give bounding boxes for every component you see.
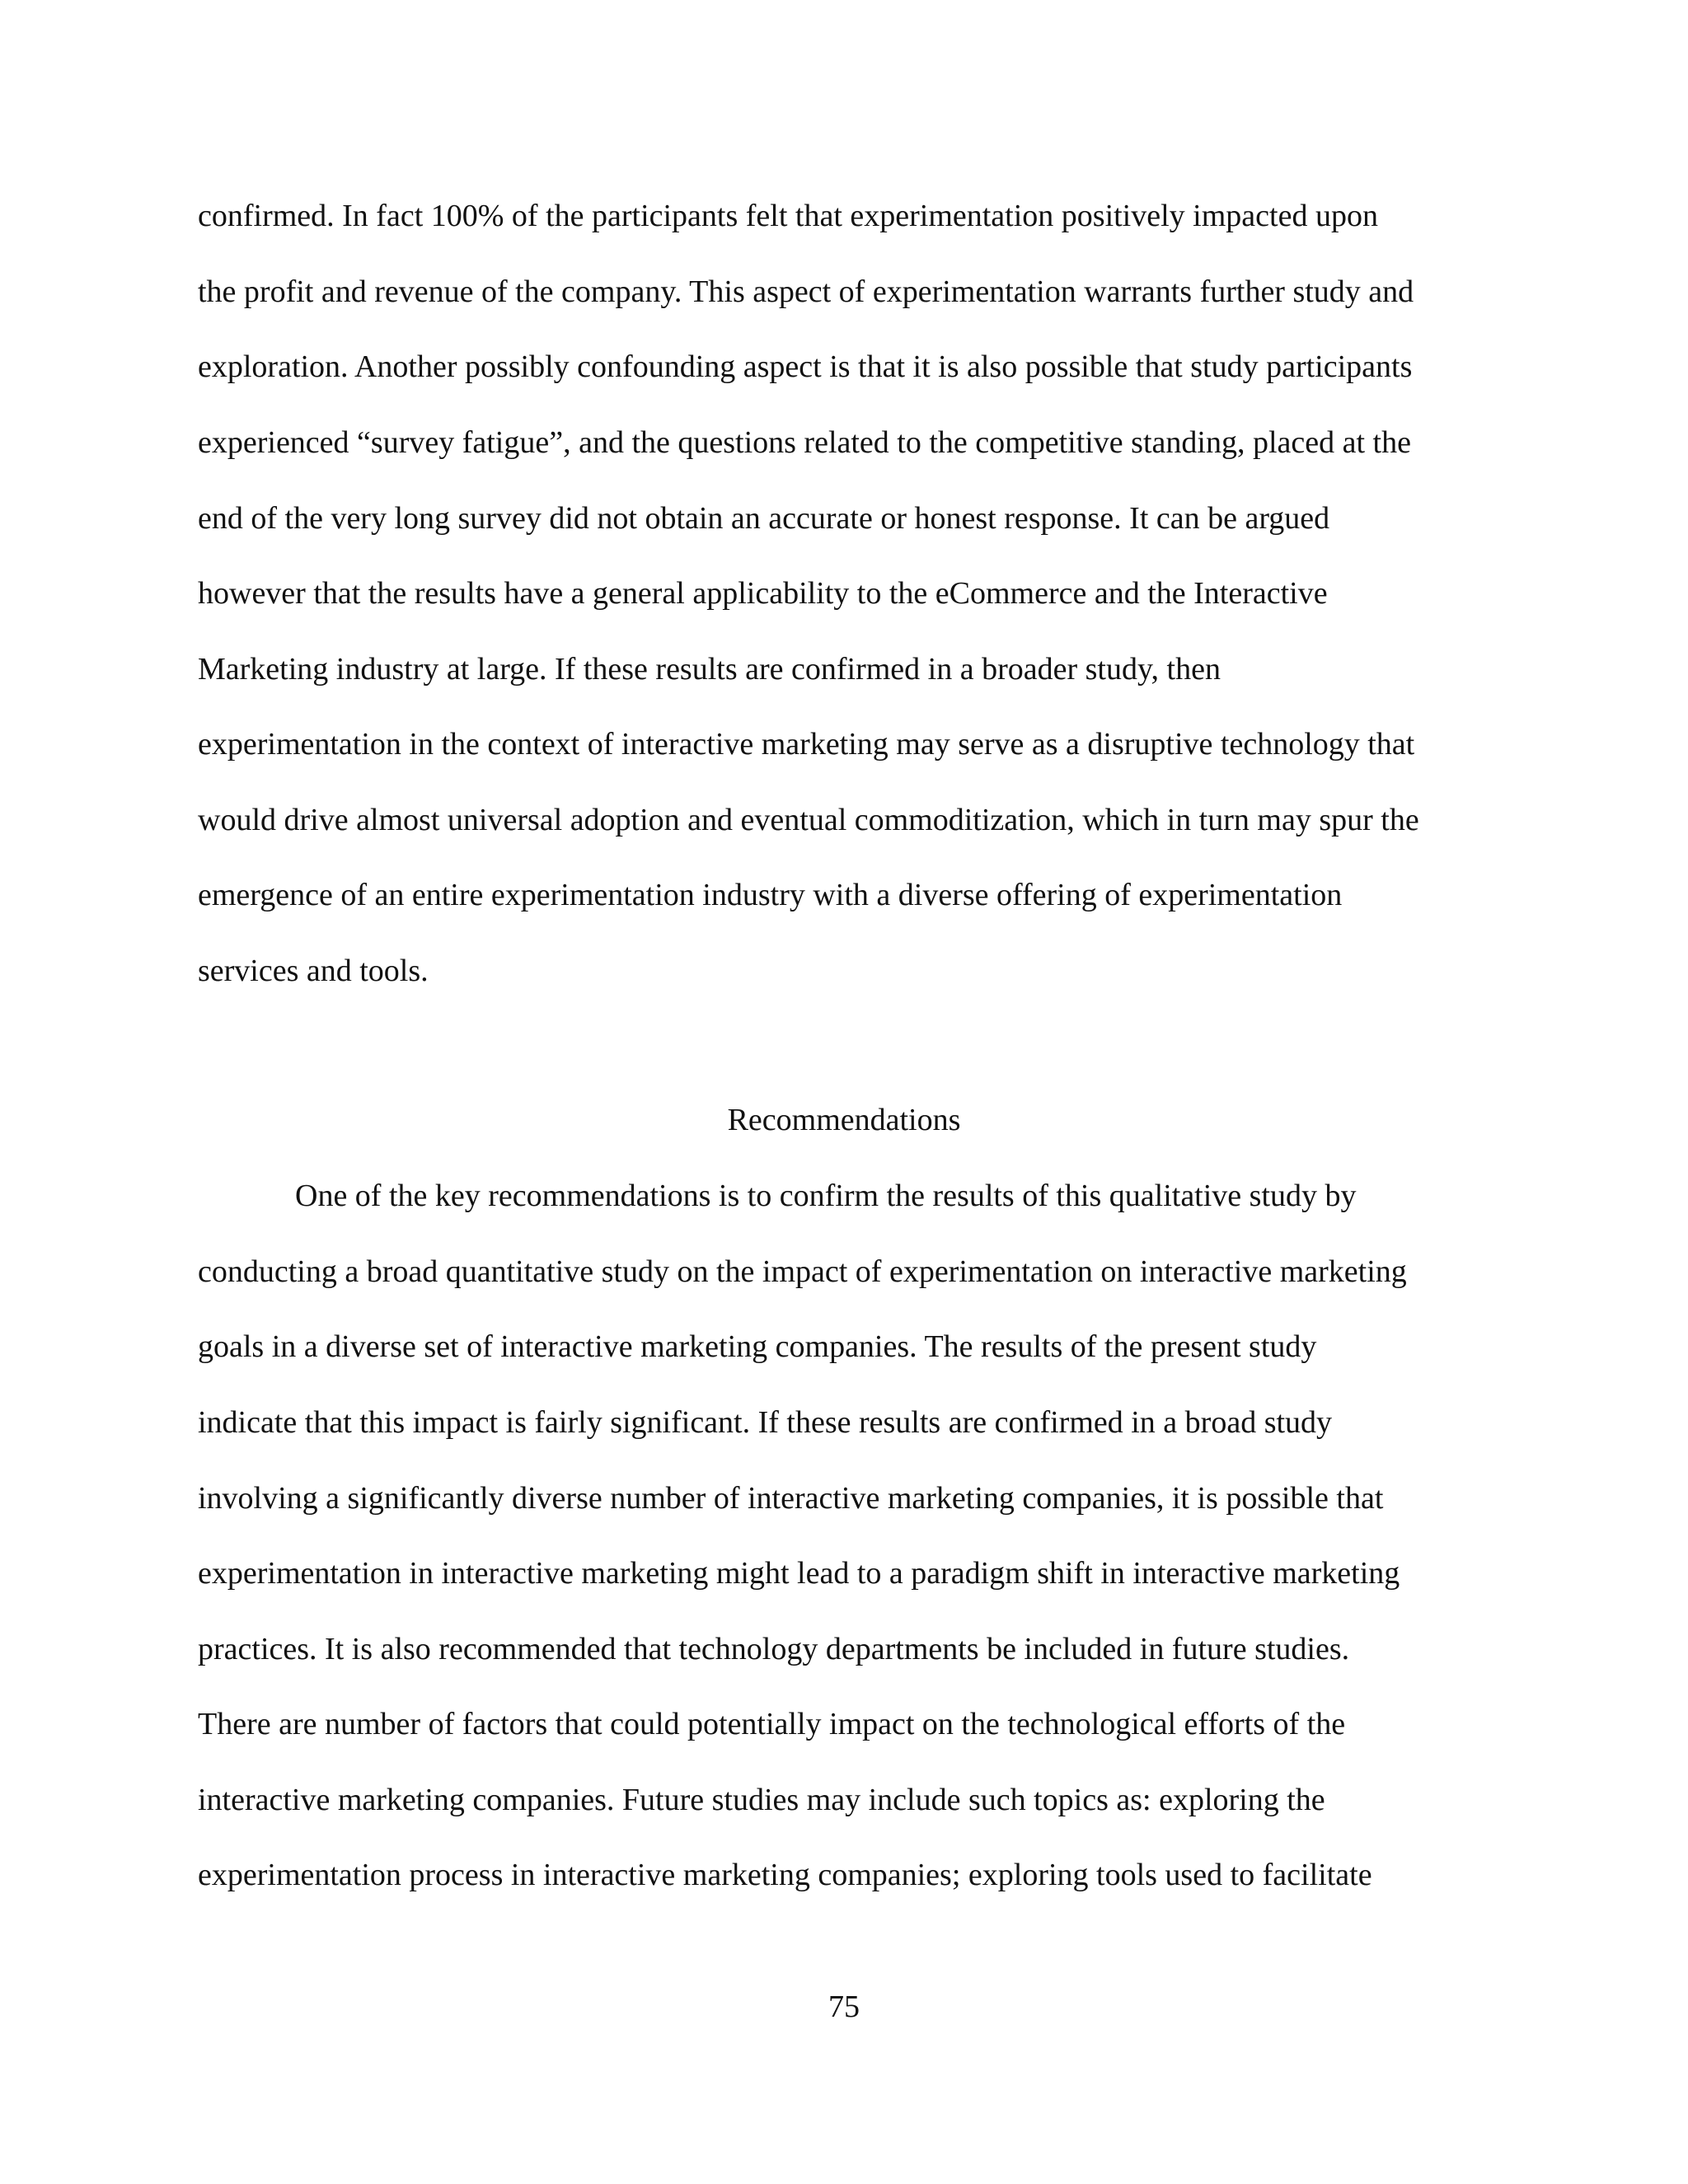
body-text-line: experienced “survey fatigue”, and the questions related to the competitive standing, placed at the [198,425,1411,460]
body-text-line: conducting a broad quantitative study on the impact of experimentation on interactive marketing [198,1254,1407,1289]
body-text-line: goals in a diverse set of interactive marketing companies. The results of the present study [198,1329,1317,1364]
section-heading: Recommendations [727,1103,961,1137]
body-text-line: interactive marketing companies. Future studies may include such topics as: exploring the [198,1783,1325,1817]
body-text-line: services and tools. [198,954,429,988]
body-text-line: One of the key recommendations is to confirm the results of this qualitative study by [295,1179,1357,1213]
body-text-line: exploration. Another possibly confounding aspect is that it is also possible that study participants [198,349,1413,384]
page-number: 75 [828,1990,860,2024]
body-text-line: practices. It is also recommended that technology departments be included in future studies. [198,1632,1350,1666]
body-text-line: however that the results have a general applicability to the eCommerce and the Interactive [198,576,1328,611]
body-text-line: the profit and revenue of the company. This aspect of experimentation warrants further study and [198,274,1414,309]
body-text-line: end of the very long survey did not obtain an accurate or honest response. It can be argued [198,501,1330,536]
body-text-line: emergence of an entire experimentation industry with a diverse offering of experimentation [198,878,1343,912]
body-text-line: confirmed. In fact 100% of the participants felt that experimentation positively impacted upon [198,199,1378,233]
body-text-line: experimentation in interactive marketing might lead to a paradigm shift in interactive marketing [198,1556,1400,1591]
body-text-line: experimentation in the context of interactive marketing may serve as a disruptive technology that [198,727,1415,762]
body-text-line: involving a significantly diverse number of interactive marketing companies, it is possible that [198,1481,1384,1516]
body-text-line: would drive almost universal adoption and eventual commoditization, which in turn may spur the [198,803,1419,837]
body-text-line: There are number of factors that could potentially impact on the technological efforts of the [198,1707,1346,1741]
body-text-line: experimentation process in interactive marketing companies; exploring tools used to facilitate [198,1858,1372,1892]
body-text-line: Marketing industry at large. If these results are confirmed in a broader study, then [198,652,1221,687]
body-text-line: indicate that this impact is fairly significant. If these results are confirmed in a broad study [198,1405,1333,1440]
